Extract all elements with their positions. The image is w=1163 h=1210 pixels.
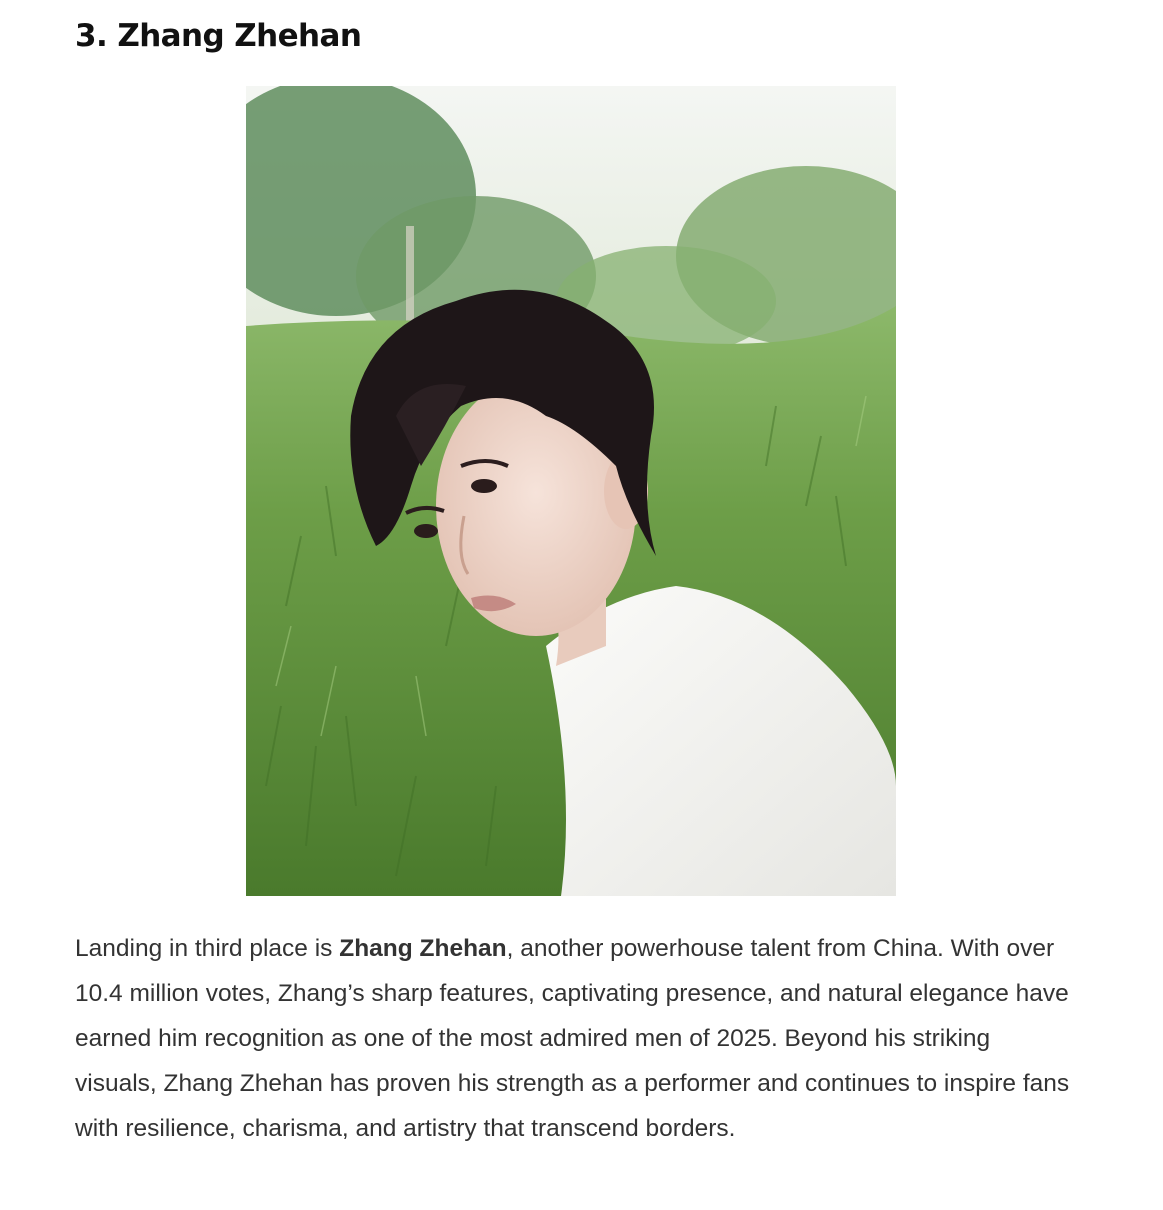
paragraph-body: , another powerhouse talent from China. With over 10.4 million votes, Zhang’s sharp features, captivating presence, and natural elegance have earned him recognition as one of the most admired men of 2025. Beyond his striking visuals, Zhang Zhehan has proven his strength as a performer and continues to inspire fans with resilience, charisma, and artistry that transcend borders. (75, 935, 1070, 1142)
paragraph-lead: Landing in third place is (75, 935, 340, 962)
subject-name: Zhang Zhehan (339, 935, 507, 962)
section-heading: 3. Zhang Zhehan (75, 18, 362, 54)
portrait-photo (246, 86, 896, 896)
article-paragraph (75, 926, 1075, 1151)
